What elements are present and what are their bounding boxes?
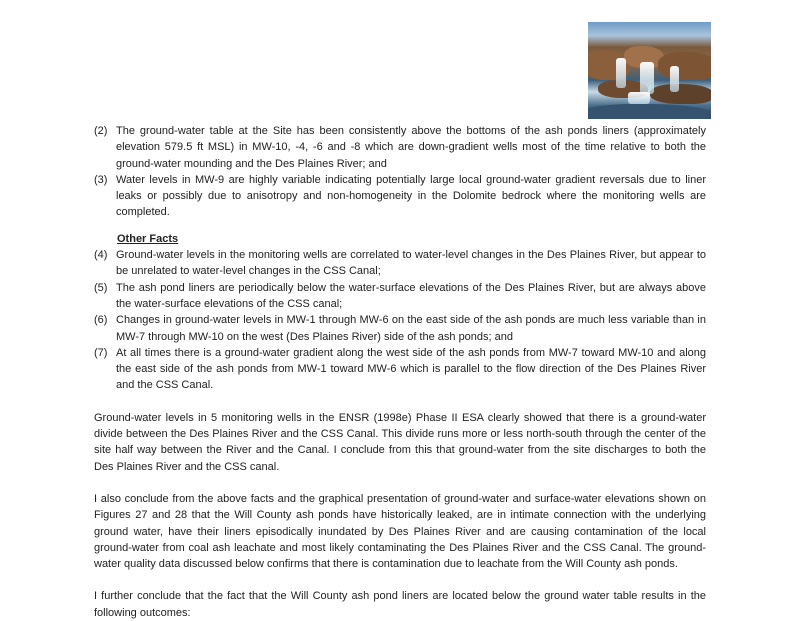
list-item [94,312,706,345]
list-number: (7) [94,346,108,359]
section-heading: Other Facts [117,232,179,245]
list-text: The ground-water table at the Site has been consistently above the bottoms of the ash ponds liners (approximately elevation 579.5 ft MSL) in MW-10, -4, -6 and -8 which are down-gradient wells most of the time relative to both the ground-water mounding and the Des Plaines River; and [116,125,706,170]
list-item [94,247,706,280]
list-number: (3) [94,173,108,186]
list-text: Ground-water levels in the monitoring wells are correlated to water-level changes in the Des Plaines River, but appear to be unrelated to water-level changes in the CSS Canal; [116,249,706,278]
list-item [94,172,706,221]
list-text: Changes in ground-water levels in MW-1 through MW-6 on the east side of the ash ponds are much less variable than in MW-7 through MW-10 on the west (Des Plaines River) side of the ash ponds; and [116,314,706,343]
list-text: At all times there is a ground-water gradient along the west side of the ash ponds from MW-7 toward MW-10 and along the east side of the ash ponds from MW-1 toward MW-6 which is parallel to the flow direction of the Des Plaines River and the CSS Canal. [116,346,706,392]
list-text: The ash pond liners are periodically below the water-surface elevations of the Des Plaines River, but are always above the water-surface elevations of the CSS canal; [116,281,706,310]
paragraph: Ground-water levels in 5 monitoring wells in the ENSR (1998e) Phase II ESA clearly showed that there is a ground-water divide between the Des Plaines River and the CSS Canal. This divide runs more or less north-south through the center of the site half way between the River and the Canal. I conclude from this that ground-water from the site discharges to both the Des Plaines River and the CSS canal. [94,411,706,473]
list-number: (2) [94,125,108,137]
list-number: (4) [94,249,108,262]
paragraph: I further conclude that the fact that the Will County ash pond liners are located below the ground water table results in the following outcomes: [94,590,706,619]
list-text: Water levels in MW-9 are highly variable indicating potentially large local ground-water gradient reversals due to liner leaks or possibly due to anisotropy and non-homogeneity in the Dolomite bedrock where the monitoring wells are completed. [116,173,706,219]
paragraph: I also conclude from the above facts and the graphical presentation of ground-water and surface-water elevations shown on Figures 27 and 28 that the Will County ash ponds have historically leaked, are in intimate connection with the underlying ground water, have their liners episodically inundated by Des Plaines River and are causing contamination of the local ground-water from coal ash leachate and most likely contaminating the Des Plaines River and the CSS Canal. The ground-water quality data discussed below confirms that there is contamination due to leachate from the Will County ash ponds. [94,492,706,571]
list-number: (6) [94,314,108,327]
list-item [94,123,706,172]
list-number: (5) [94,281,108,294]
document-body [94,123,706,621]
waterfall-photo [588,22,711,119]
list-item [94,280,706,313]
list-item [94,345,706,394]
